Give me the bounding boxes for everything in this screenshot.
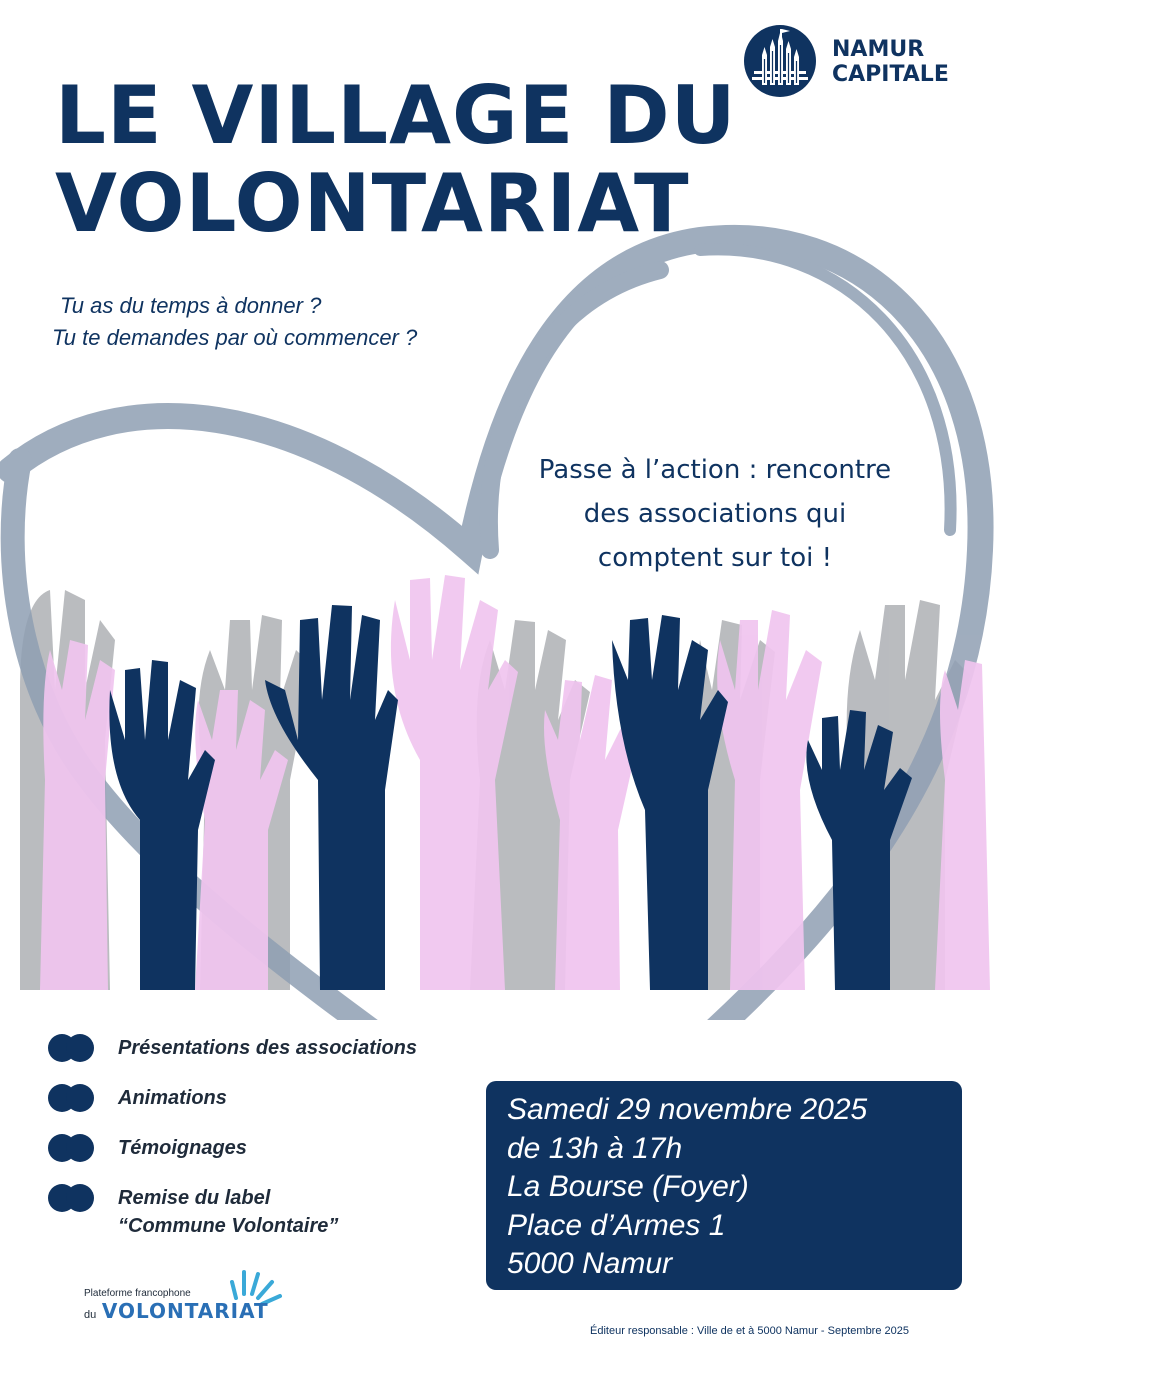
event-date: Samedi 29 novembre 2025 [507,1093,868,1126]
list-item [48,1078,508,1128]
event-time: de 13h à 17h [507,1131,683,1165]
list-item-label: Animations [118,1087,227,1109]
logo-text [832,37,949,87]
event-street: Place d’Armes 1 [507,1208,726,1242]
bullet-icon [48,1184,96,1212]
intro-questions [52,290,572,354]
call-to-action [480,448,950,580]
list-item [48,1178,508,1248]
bullet-icon [48,1134,96,1162]
footer-logo-word: VOLONTARIAT [101,1299,269,1323]
title-line-2: VOLONTARIAT [55,157,690,250]
list-item-label: Témoignages [118,1137,247,1159]
event-city: 5000 Namur [507,1247,673,1280]
logo-line-1: NAMUR [832,37,925,62]
bullet-icon [48,1034,96,1062]
action-line-2: des associations qui [583,499,847,529]
event-details-box [486,1081,962,1290]
action-line-3: comptent sur toi ! [597,543,833,573]
castle-icon [744,25,816,97]
logo-line-2: CAPITALE [832,62,949,87]
namur-capitale-logo [744,25,954,100]
list-item-label-2: “Commune Volontaire” [118,1215,339,1237]
intro-line-2: Tu te demandes par où commencer ? [52,325,418,350]
event-venue: La Bourse (Foyer) [507,1170,749,1203]
list-item [48,1028,508,1078]
footer-logo-du: du [84,1309,97,1321]
footer-logo-big [84,1300,269,1326]
list-item-label: Remise du label [118,1187,271,1209]
intro-line-1: Tu as du temps à donner ? [60,293,322,318]
editor-notice: Éditeur responsable : Ville de et à 5000 Namur - Septembre 2025 [590,1325,909,1337]
action-line-1: Passe à l’action : rencontre [538,455,892,485]
program-list [48,1028,508,1248]
plateforme-volontariat-logo [84,1268,294,1328]
list-item [48,1128,508,1178]
list-item-label: Présentations des associations [118,1037,418,1059]
page-title [55,69,755,250]
bullet-icon [48,1084,96,1112]
title-line-1: LE VILLAGE DU [55,69,737,162]
footer-logo-small: Plateforme francophone [84,1288,191,1299]
